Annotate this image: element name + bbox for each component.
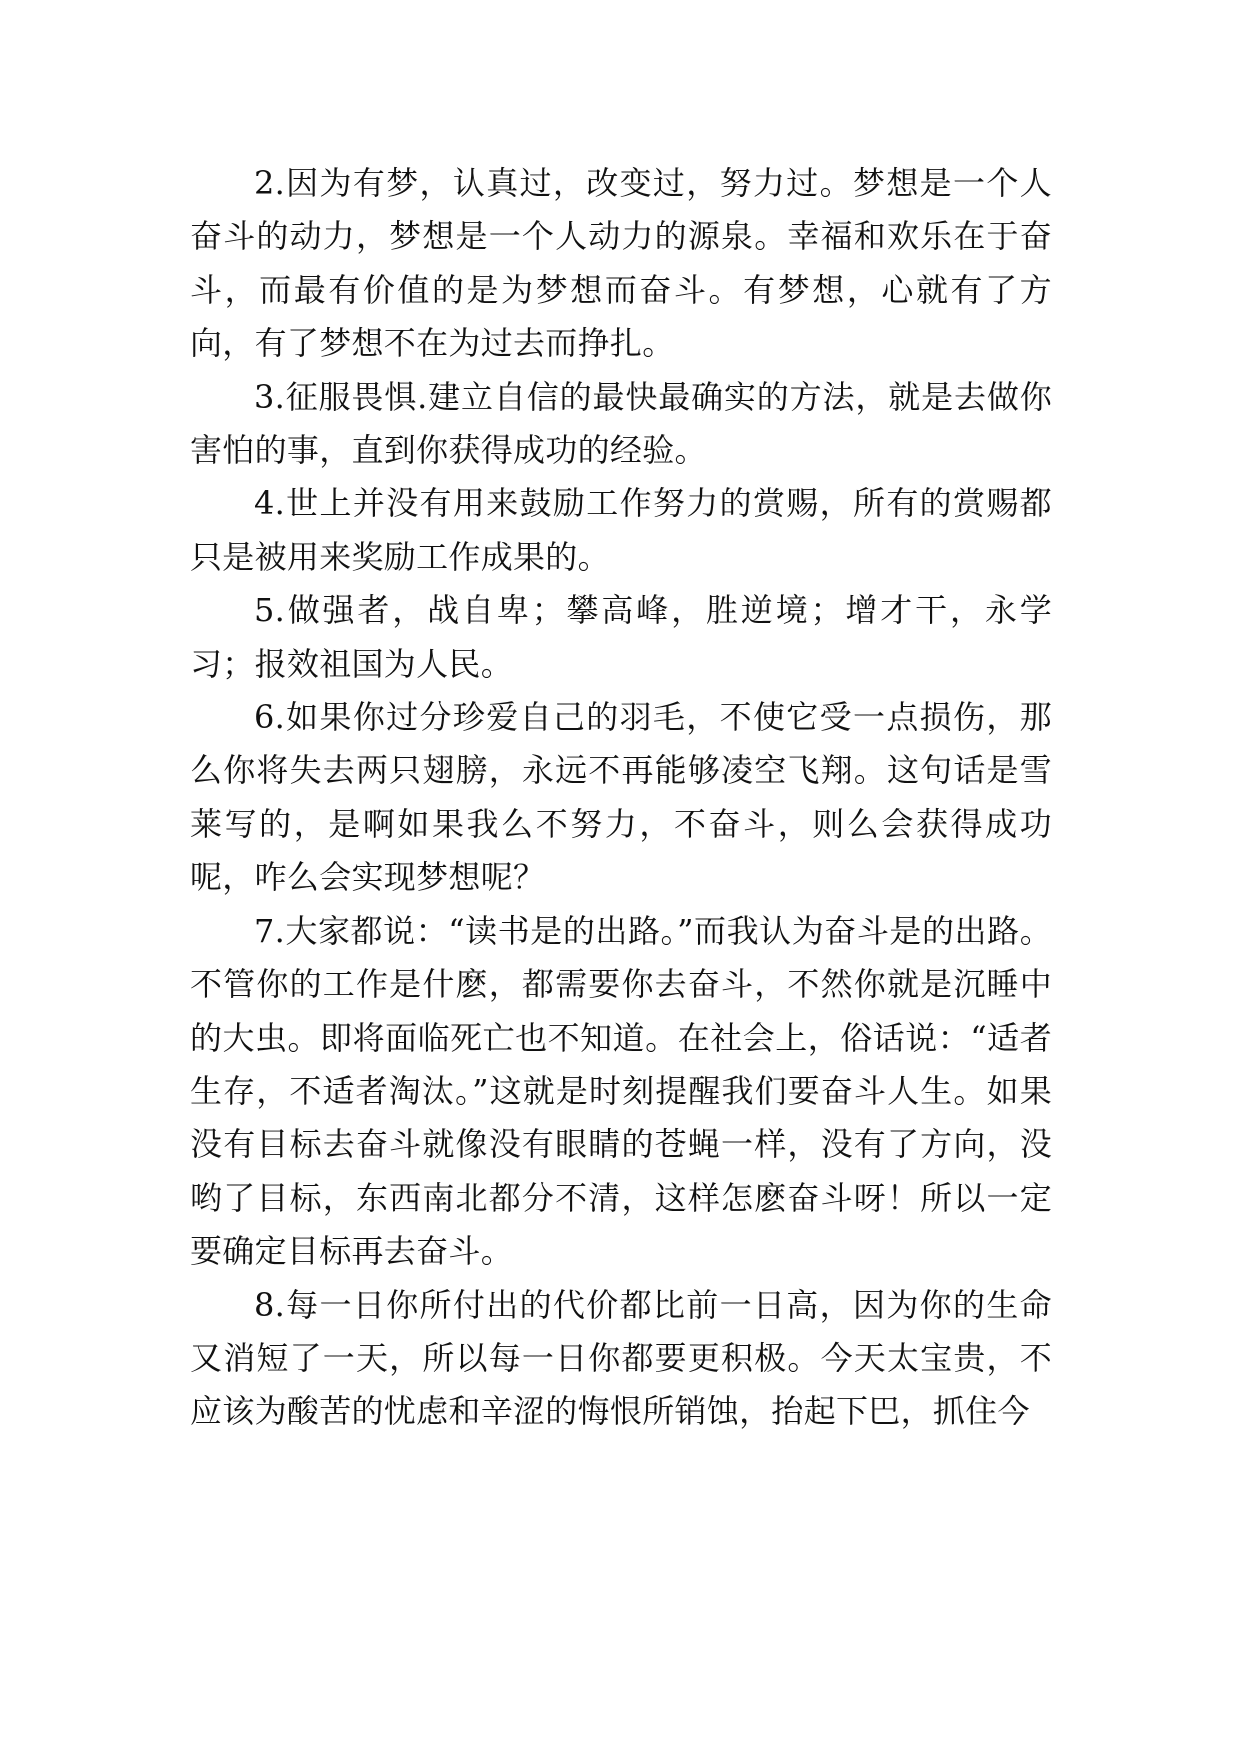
paragraph-6: 6.如果你过分珍爱自己的羽毛，不使它受一点损伤，那么你将失去两只翅膀，永远不再能够凌空飞翔。这句话是雪莱写的，是啊如果我么不努力，不奋斗，则么会获得成功呢，咋么会实现梦想呢？: [190, 698, 1052, 897]
paragraph-2: 2.因为有梦，认真过，改变过，努力过。梦想是一个人奋斗的动力，梦想是一个人动力的源泉。幸福和欢乐在于奋斗，而最有价值的是为梦想而奋斗。有梦想，心就有了方向，有了梦想不在为过去而挣扎。: [190, 164, 1052, 363]
paragraph-3: 3.征服畏惧.建立自信的最快最确实的方法，就是去做你害怕的事，直到你获得成功的经验。: [190, 377, 1052, 470]
paragraph-4: 4.世上并没有用来鼓励工作努力的赏赐，所有的赏赐都只是被用来奖励工作成果的。: [190, 484, 1052, 576]
paragraph-7: 7.大家都说：“读书是的出路。”而我认为奋斗是的出路。不管你的工作是什麽，都需要你去奋斗，不然你就是沉睡中的大虫。即将面临死亡也不知道。在社会上，俗话说：“适者生存，不适者淘汰。”这就是时刻提醒我们要奋斗人生。如果没有目标去奋斗就像没有眼睛的苍蝇一样，没有了方向，没哟了目标，东西南北都分不清，这样怎麽奋斗呀！所以一定要确定目标再去奋斗。: [190, 911, 1052, 1271]
paragraph-8: 8.每一日你所付出的代价都比前一日高，因为你的生命又消短了一天，所以每一日你都要更积极。今天太宝贵，不应该为酸苦的忧虑和辛涩的悔恨所销蚀，抬起下巴，抓住今: [190, 1285, 1052, 1431]
document-body: [190, 157, 1052, 1439]
paragraph-5: 5.做强者，战自卑；攀高峰，胜逆境；增才干，永学习；报效祖国为人民。: [190, 591, 1052, 683]
